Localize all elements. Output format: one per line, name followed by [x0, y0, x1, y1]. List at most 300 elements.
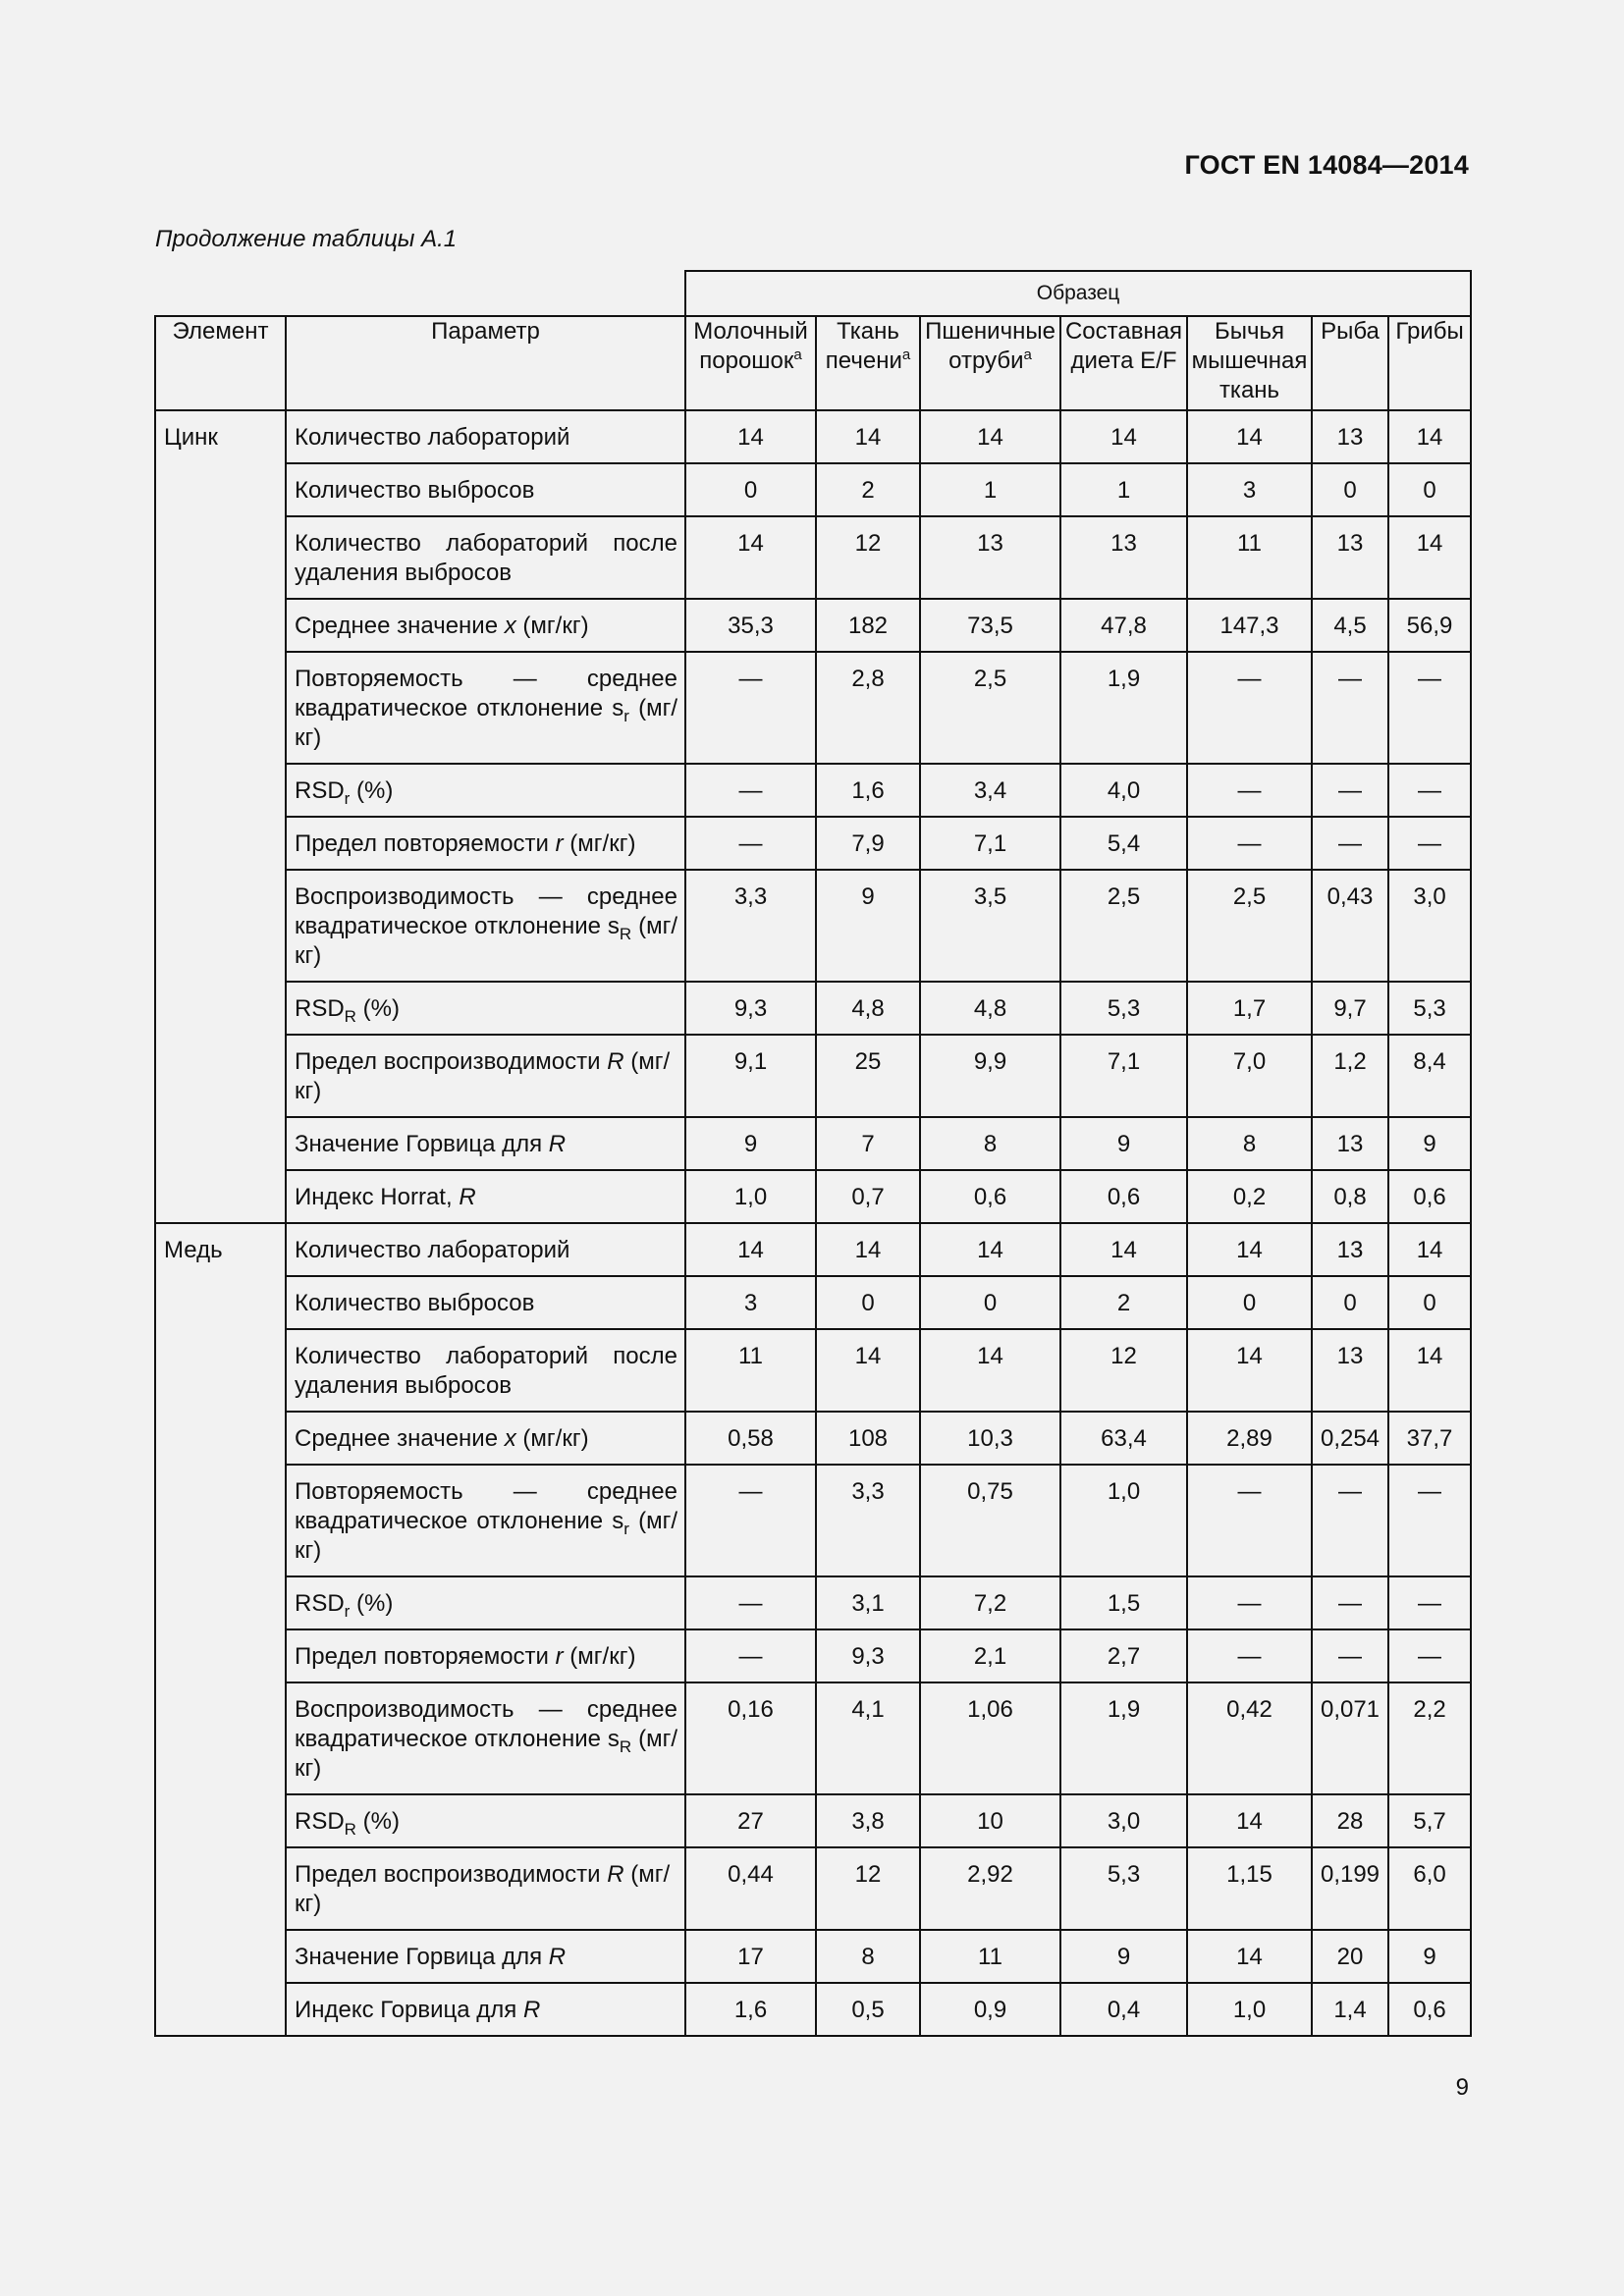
value-cell: 3,0	[1060, 1794, 1187, 1847]
value-cell: 9,1	[685, 1035, 816, 1117]
value-cell: 2,89	[1187, 1412, 1312, 1465]
parameter-cell	[286, 1035, 685, 1117]
parameter-text: Значение Горвица для	[295, 1131, 549, 1157]
parameter-text: (мг/кг)	[515, 1425, 589, 1452]
parameter-cell	[286, 870, 685, 982]
value-cell: 14	[920, 410, 1060, 463]
value-cell: 14	[920, 1329, 1060, 1412]
value-cell: 10	[920, 1794, 1060, 1847]
value-cell: —	[1312, 817, 1388, 870]
value-cell: 5,3	[1060, 982, 1187, 1035]
value-cell: 2,92	[920, 1847, 1060, 1930]
value-cell: 0,199	[1312, 1847, 1388, 1930]
value-cell: 14	[1187, 1329, 1312, 1412]
value-cell: —	[685, 1576, 816, 1629]
value-cell: 14	[685, 410, 816, 463]
parameter-text: (мг/кг)	[295, 913, 677, 969]
parameter-text: (мг/кг)	[295, 1048, 671, 1104]
sample-column-header	[816, 316, 920, 410]
parameter-cell	[286, 1847, 685, 1930]
value-cell: 11	[1187, 516, 1312, 599]
value-cell: 3,0	[1388, 870, 1471, 982]
value-cell: 1,15	[1187, 1847, 1312, 1930]
table-row	[155, 516, 1471, 599]
sample-name-line1: Ткань	[837, 318, 899, 345]
value-cell: 0,16	[685, 1682, 816, 1794]
parameter-symbol: r	[555, 1643, 564, 1670]
document-id: ГОСТ EN 14084—2014	[1184, 150, 1469, 180]
parameter-text: (мг/кг)	[295, 695, 677, 751]
value-cell: 5,7	[1388, 1794, 1471, 1847]
sample-name-line1: Бычья мышечная	[1191, 318, 1308, 374]
value-cell: 9	[1388, 1117, 1471, 1170]
sample-name-line2: диета E/F	[1070, 347, 1177, 374]
value-cell: 9	[685, 1117, 816, 1170]
value-cell: 1,5	[1060, 1576, 1187, 1629]
value-cell: 5,3	[1388, 982, 1471, 1035]
parameter-symbol: R	[548, 1131, 567, 1157]
value-cell: 3	[685, 1276, 816, 1329]
parameter-cell	[286, 1276, 685, 1329]
value-cell: 14	[1388, 1223, 1471, 1276]
group-header-row	[155, 271, 1471, 316]
table-row	[155, 1035, 1471, 1117]
sample-column-header	[1187, 316, 1312, 410]
table-row	[155, 1682, 1471, 1794]
parameter-text: Предел воспроизводимости	[295, 1048, 608, 1075]
value-cell: 0	[1312, 1276, 1388, 1329]
value-cell: 7,1	[1060, 1035, 1187, 1117]
parameter-text: (%)	[355, 995, 400, 1022]
value-cell: 0,4	[1060, 1983, 1187, 2036]
value-cell: 2,1	[920, 1629, 1060, 1682]
value-cell: 25	[816, 1035, 920, 1117]
parameter-cell	[286, 599, 685, 652]
parameter-text: Количество лабораторий после удаления выбросов	[295, 530, 677, 586]
value-cell: 7,0	[1187, 1035, 1312, 1117]
parameter-text: (мг/кг)	[295, 1508, 677, 1564]
value-cell: 0,42	[1187, 1682, 1312, 1794]
element-cell: Медь	[155, 1223, 286, 2036]
sample-column-header	[920, 316, 1060, 410]
table-row	[155, 1465, 1471, 1576]
value-cell: 0	[1388, 463, 1471, 516]
value-cell: 14	[1388, 1329, 1471, 1412]
value-cell: 27	[685, 1794, 816, 1847]
value-cell: 14	[1388, 516, 1471, 599]
parameter-subscript: r	[344, 1601, 351, 1621]
value-cell: 8,4	[1388, 1035, 1471, 1117]
table-row	[155, 982, 1471, 1035]
value-cell: 14	[1060, 1223, 1187, 1276]
value-cell: —	[685, 764, 816, 817]
value-cell: 63,4	[1060, 1412, 1187, 1465]
value-cell: 0,6	[1060, 1170, 1187, 1223]
table-row	[155, 870, 1471, 982]
parameter-text: Предел воспроизводимости	[295, 1861, 608, 1888]
parameter-text: Значение Горвица для	[295, 1944, 549, 1970]
value-cell: 6,0	[1388, 1847, 1471, 1930]
parameter-text: Повторяемость — среднее квадратическое отклонение s	[295, 666, 677, 721]
sample-column-header	[685, 316, 816, 410]
value-cell: 13	[1312, 1117, 1388, 1170]
sample-group-header: Образец	[685, 271, 1471, 316]
value-cell: 5,4	[1060, 817, 1187, 870]
value-cell: 12	[1060, 1329, 1187, 1412]
value-cell: 1,06	[920, 1682, 1060, 1794]
value-cell: —	[1388, 1576, 1471, 1629]
parameter-text: RSD	[295, 995, 345, 1022]
parameter-cell	[286, 1170, 685, 1223]
sample-column-header	[1312, 316, 1388, 410]
table-row	[155, 1329, 1471, 1412]
value-cell: 8	[920, 1117, 1060, 1170]
value-cell: 147,3	[1187, 599, 1312, 652]
sample-name-line1: Рыба	[1321, 318, 1380, 345]
value-cell: 14	[816, 410, 920, 463]
parameter-text: Предел повторяемости	[295, 1643, 556, 1670]
value-cell: 9,3	[816, 1629, 920, 1682]
value-cell: 35,3	[685, 599, 816, 652]
value-cell: 14	[1187, 410, 1312, 463]
sample-name-line2: порошок	[699, 347, 794, 374]
value-cell: 13	[1312, 516, 1388, 599]
value-cell: 47,8	[1060, 599, 1187, 652]
parameter-subscript: R	[344, 1819, 356, 1839]
value-cell: 0,7	[816, 1170, 920, 1223]
parameter-text: RSD	[295, 1808, 345, 1835]
parameter-text: Повторяемость — среднее квадратическое отклонение s	[295, 1478, 677, 1534]
value-cell: 17	[685, 1930, 816, 1983]
value-cell: 0	[816, 1276, 920, 1329]
sample-name-line2: ткань	[1218, 377, 1280, 403]
results-table	[154, 270, 1472, 2037]
table-row	[155, 1223, 1471, 1276]
value-cell: 4,8	[816, 982, 920, 1035]
table-row	[155, 599, 1471, 652]
value-cell: 73,5	[920, 599, 1060, 652]
sample-name-line1: Составная	[1064, 318, 1183, 345]
value-cell: —	[1187, 1629, 1312, 1682]
value-cell: 0,071	[1312, 1682, 1388, 1794]
table-row	[155, 1983, 1471, 2036]
parameter-subscript: r	[623, 1519, 629, 1538]
value-cell: 14	[685, 516, 816, 599]
value-cell: 12	[816, 1847, 920, 1930]
value-cell: 1	[1060, 463, 1187, 516]
value-cell: 1,6	[685, 1983, 816, 2036]
table-row	[155, 1117, 1471, 1170]
value-cell: —	[1187, 652, 1312, 764]
value-cell: 4,0	[1060, 764, 1187, 817]
value-cell: 9	[1060, 1117, 1187, 1170]
table-row	[155, 1276, 1471, 1329]
parameter-cell	[286, 1983, 685, 2036]
value-cell: 28	[1312, 1794, 1388, 1847]
parameter-text: Количество лабораторий	[295, 1237, 570, 1263]
parameter-cell	[286, 1329, 685, 1412]
parameter-text: Индекс Horrat,	[295, 1184, 460, 1210]
parameter-cell	[286, 1794, 685, 1847]
value-cell: 14	[1187, 1223, 1312, 1276]
value-cell: 9,7	[1312, 982, 1388, 1035]
parameter-cell	[286, 817, 685, 870]
value-cell: 0,8	[1312, 1170, 1388, 1223]
value-cell: 3	[1187, 463, 1312, 516]
value-cell: 3,4	[920, 764, 1060, 817]
value-cell: 13	[920, 516, 1060, 599]
parameter-cell	[286, 1682, 685, 1794]
parameter-cell	[286, 1629, 685, 1682]
value-cell: —	[1312, 764, 1388, 817]
parameter-cell	[286, 1117, 685, 1170]
parameter-cell	[286, 516, 685, 599]
value-cell: 14	[920, 1223, 1060, 1276]
parameter-cell	[286, 463, 685, 516]
value-cell: 0,43	[1312, 870, 1388, 982]
value-cell: 108	[816, 1412, 920, 1465]
value-cell: 2,7	[1060, 1629, 1187, 1682]
value-cell: 0,5	[816, 1983, 920, 2036]
value-cell: 14	[816, 1223, 920, 1276]
value-cell: —	[685, 817, 816, 870]
value-cell: 2,2	[1388, 1682, 1471, 1794]
page-number: 9	[1455, 2074, 1469, 2101]
value-cell: 8	[816, 1930, 920, 1983]
value-cell: 1,6	[816, 764, 920, 817]
value-cell: 0	[920, 1276, 1060, 1329]
value-cell: 0	[1187, 1276, 1312, 1329]
parameter-symbol: R	[522, 1997, 541, 2023]
value-cell: 1,0	[1187, 1983, 1312, 2036]
parameter-text: Среднее значение	[295, 613, 505, 639]
parameter-cell	[286, 1576, 685, 1629]
value-cell: 1,0	[1060, 1465, 1187, 1576]
value-cell: 1,2	[1312, 1035, 1388, 1117]
table-row	[155, 463, 1471, 516]
table-row	[155, 1576, 1471, 1629]
parameter-text: Количество выбросов	[295, 477, 535, 504]
value-cell: 1,7	[1187, 982, 1312, 1035]
value-cell: —	[1187, 1465, 1312, 1576]
value-cell: 14	[685, 1223, 816, 1276]
parameter-cell	[286, 1412, 685, 1465]
parameter-cell	[286, 764, 685, 817]
value-cell: —	[1388, 817, 1471, 870]
value-cell: 20	[1312, 1930, 1388, 1983]
value-cell: 2,5	[920, 652, 1060, 764]
value-cell: 14	[1187, 1794, 1312, 1847]
value-cell: 3,8	[816, 1794, 920, 1847]
value-cell: —	[1388, 652, 1471, 764]
value-cell: 0,6	[920, 1170, 1060, 1223]
element-cell: Цинк	[155, 410, 286, 1223]
value-cell: 7	[816, 1117, 920, 1170]
parameter-text: Количество лабораторий после удаления выбросов	[295, 1343, 677, 1399]
parameter-subscript: r	[344, 788, 351, 808]
value-cell: 0,58	[685, 1412, 816, 1465]
value-cell: 3,3	[685, 870, 816, 982]
value-cell: 7,9	[816, 817, 920, 870]
value-cell: 13	[1312, 410, 1388, 463]
value-cell: 14	[1060, 410, 1187, 463]
value-cell: 2,5	[1060, 870, 1187, 982]
parameter-symbol: x	[504, 613, 516, 639]
parameter-cell	[286, 1465, 685, 1576]
footnote-marker: a	[901, 347, 911, 363]
parameter-subscript: r	[623, 706, 629, 725]
value-cell: 9	[816, 870, 920, 982]
footnote-marker: a	[1023, 347, 1032, 363]
table-row	[155, 1412, 1471, 1465]
sample-name-line2: печени	[825, 347, 902, 374]
parameter-text: (%)	[355, 1808, 400, 1835]
parameter-subscript: R	[619, 924, 632, 943]
value-cell: 1,0	[685, 1170, 816, 1223]
value-cell: 14	[1388, 410, 1471, 463]
value-cell: 3,5	[920, 870, 1060, 982]
value-cell: 0,44	[685, 1847, 816, 1930]
parameter-subscript: R	[619, 1736, 632, 1756]
value-cell: 9	[1388, 1930, 1471, 1983]
table-row	[155, 410, 1471, 463]
value-cell: 11	[685, 1329, 816, 1412]
value-cell: —	[1187, 817, 1312, 870]
value-cell: —	[1187, 764, 1312, 817]
value-cell: 0,254	[1312, 1412, 1388, 1465]
value-cell: 13	[1312, 1329, 1388, 1412]
table-row	[155, 1170, 1471, 1223]
parameter-text: Воспроизводимость — среднее квадратическое отклонение s	[295, 1696, 677, 1752]
value-cell: 0,75	[920, 1465, 1060, 1576]
table-row	[155, 1794, 1471, 1847]
parameter-cell	[286, 410, 685, 463]
value-cell: —	[1312, 652, 1388, 764]
value-cell: 0,9	[920, 1983, 1060, 2036]
value-cell: 0,2	[1187, 1170, 1312, 1223]
value-cell: 1	[920, 463, 1060, 516]
table-row	[155, 1930, 1471, 1983]
value-cell: —	[1312, 1629, 1388, 1682]
value-cell: 9,9	[920, 1035, 1060, 1117]
table-row	[155, 764, 1471, 817]
value-cell: 7,2	[920, 1576, 1060, 1629]
value-cell: —	[685, 1465, 816, 1576]
value-cell: 12	[816, 516, 920, 599]
value-cell: 14	[1187, 1930, 1312, 1983]
parameter-cell	[286, 652, 685, 764]
parameter-text: RSD	[295, 777, 345, 804]
parameter-text: Количество выбросов	[295, 1290, 535, 1316]
value-cell: 0,6	[1388, 1983, 1471, 2036]
value-cell: 8	[1187, 1117, 1312, 1170]
parameter-symbol: r	[555, 830, 564, 857]
value-cell: 2	[1060, 1276, 1187, 1329]
parameter-symbol: R	[548, 1944, 567, 1970]
value-cell: —	[1388, 1465, 1471, 1576]
parameter-column-header: Параметр	[286, 316, 685, 410]
parameter-text: (мг/кг)	[295, 1861, 671, 1917]
value-cell: 37,7	[1388, 1412, 1471, 1465]
value-cell: 5,3	[1060, 1847, 1187, 1930]
parameter-text: Среднее значение	[295, 1425, 505, 1452]
value-cell: 0	[1388, 1276, 1471, 1329]
parameter-cell	[286, 1223, 685, 1276]
table-row	[155, 1629, 1471, 1682]
parameter-text: Предел повторяемости	[295, 830, 556, 857]
parameter-symbol: R	[607, 1861, 624, 1888]
element-column-header: Элемент	[155, 316, 286, 410]
value-cell: —	[1187, 1576, 1312, 1629]
parameter-text: (мг/кг)	[563, 830, 636, 857]
value-cell: —	[1388, 764, 1471, 817]
value-cell: 2,8	[816, 652, 920, 764]
parameter-symbol: R	[459, 1184, 476, 1210]
value-cell: 56,9	[1388, 599, 1471, 652]
value-cell: 4,8	[920, 982, 1060, 1035]
value-cell: 3,1	[816, 1576, 920, 1629]
column-header-row	[155, 316, 1471, 410]
value-cell: 0	[685, 463, 816, 516]
value-cell: 3,3	[816, 1465, 920, 1576]
parameter-text: (%)	[350, 777, 394, 804]
sample-name-line2: отруби	[948, 347, 1024, 374]
parameter-text: (%)	[350, 1590, 394, 1617]
value-cell: 2	[816, 463, 920, 516]
table-row	[155, 652, 1471, 764]
table-row	[155, 817, 1471, 870]
value-cell: 182	[816, 599, 920, 652]
parameter-text: RSD	[295, 1590, 345, 1617]
value-cell: 4,1	[816, 1682, 920, 1794]
value-cell: 9,3	[685, 982, 816, 1035]
value-cell: 10,3	[920, 1412, 1060, 1465]
value-cell: 14	[816, 1329, 920, 1412]
parameter-symbol: R	[607, 1048, 624, 1075]
parameter-text: Количество лабораторий	[295, 424, 570, 451]
parameter-text: (мг/кг)	[295, 1726, 677, 1782]
footnote-marker: a	[793, 347, 802, 363]
parameter-cell	[286, 982, 685, 1035]
value-cell: 1,9	[1060, 652, 1187, 764]
value-cell: —	[1312, 1465, 1388, 1576]
sample-name-line1: Пшеничные	[925, 318, 1056, 345]
sample-name-line1: Грибы	[1395, 318, 1464, 345]
parameter-subscript: R	[344, 1006, 356, 1026]
parameter-text: (мг/кг)	[515, 613, 589, 639]
value-cell: 1,4	[1312, 1983, 1388, 2036]
value-cell: 0,6	[1388, 1170, 1471, 1223]
sample-column-header	[1060, 316, 1187, 410]
table-caption: Продолжение таблицы А.1	[155, 226, 458, 252]
sample-name-line1: Молочный	[693, 318, 808, 345]
value-cell: —	[1312, 1576, 1388, 1629]
value-cell: 7,1	[920, 817, 1060, 870]
value-cell: 2,5	[1187, 870, 1312, 982]
value-cell: 11	[920, 1930, 1060, 1983]
value-cell: 13	[1060, 516, 1187, 599]
parameter-text: Воспроизводимость — среднее квадратическое отклонение s	[295, 883, 677, 939]
value-cell: 9	[1060, 1930, 1187, 1983]
parameter-cell	[286, 1930, 685, 1983]
sample-column-header	[1388, 316, 1471, 410]
value-cell: —	[1388, 1629, 1471, 1682]
value-cell: 1,9	[1060, 1682, 1187, 1794]
table-row	[155, 1847, 1471, 1930]
parameter-text: (мг/кг)	[563, 1643, 636, 1670]
value-cell: —	[685, 652, 816, 764]
value-cell: —	[685, 1629, 816, 1682]
